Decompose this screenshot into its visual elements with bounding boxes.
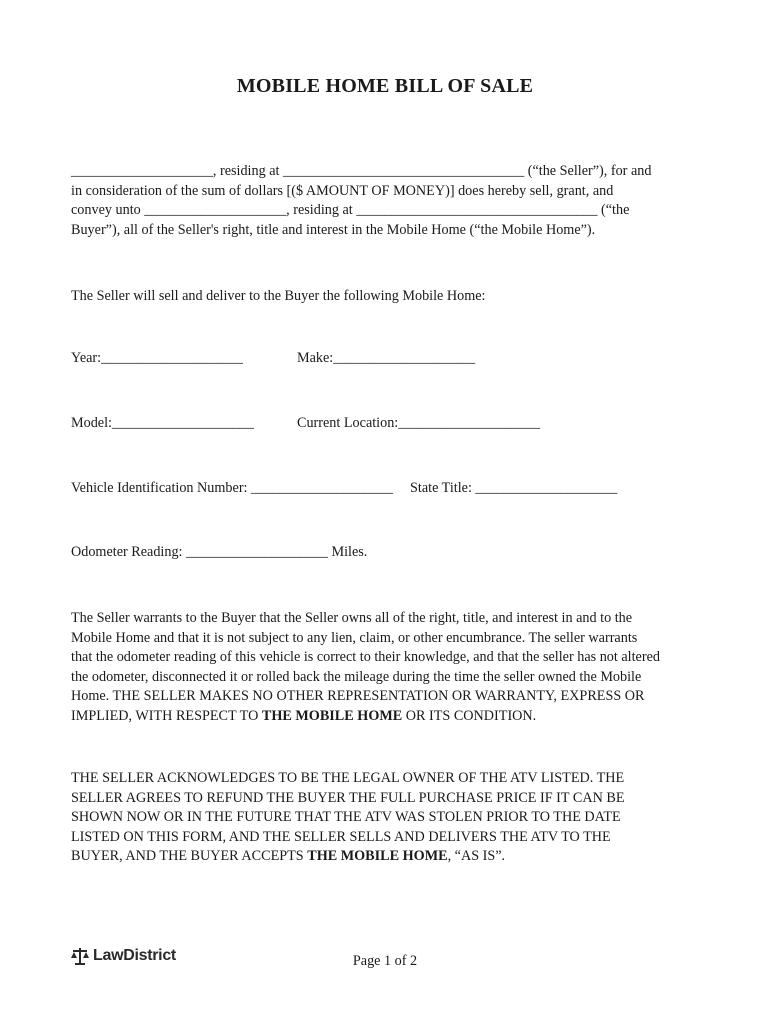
intro-line: in consideration of the sum of dollars [($ AMOUNT OF MONEY)] does hereby sell, grant, and [71,182,614,199]
intro-line: convey unto ____________________, residing at __________________________________ (“the [71,202,630,218]
odometer-field[interactable]: Odometer Reading: ____________________ Miles. [71,544,368,560]
intro-line: ____________________, residing at __________________________________ (“the Seller”), for and [71,163,652,179]
state-title-field[interactable]: State Title: ____________________ [410,480,618,496]
acknowledgement-last-prefix: BUYER, AND THE BUYER ACCEPTS [71,848,308,864]
make-field[interactable]: Make:____________________ [297,350,476,366]
document-title: MOBILE HOME BILL OF SALE [236,75,534,97]
intro-paragraph [71,162,701,240]
warranty-last-suffix: OR ITS CONDITION. [402,707,537,724]
acknowledgement-line: SHOWN NOW OR IN THE FUTURE THAT THE ATV WAS STOLEN PRIOR TO THE DATE [71,809,621,825]
warranty-line: Home. THE SELLER MAKES NO OTHER REPRESENTATION OR WARRANTY, EXPRESS OR [71,688,645,704]
warranty-last-prefix: IMPLIED, WITH RESPECT TO [71,707,262,724]
warranty-last-line [71,707,701,727]
warranty-line: The Seller warrants to the Buyer that the Seller owns all of the right, title, and interest in and to the [71,610,633,626]
acknowledgement-bold-term: THE MOBILE HOME [307,848,448,864]
warranty-paragraph [71,609,701,726]
page-number: Page 1 of 2 [352,953,418,969]
warranty-line: Mobile Home and that it is not subject to any lien, claim, or other encumbrance. The seller warrants [71,629,638,646]
deliver-statement: The Seller will sell and deliver to the Buyer the following Mobile Home: [71,288,486,304]
acknowledgement-paragraph [71,769,701,867]
current-location-field[interactable]: Current Location:____________________ [297,415,541,431]
vin-field[interactable]: Vehicle Identification Number: ____________________ [71,480,393,496]
logo-text: LawDistrict [93,947,176,964]
intro-line: Buyer”), all of the Seller's right, title and interest in the Mobile Home (“the Mobile Home”). [71,221,596,238]
warranty-bold-term: THE MOBILE HOME [261,707,403,724]
acknowledgement-last-line [71,847,701,867]
acknowledgement-last-suffix: , “AS IS”. [447,848,506,864]
acknowledgement-line: SELLER AGREES TO REFUND THE BUYER THE FULL PURCHASE PRICE IF IT CAN BE [71,789,625,806]
model-field[interactable]: Model:____________________ [71,415,254,431]
warranty-line: the odometer, disconnected it or rolled back the mileage during the time the seller owned the Mobile [71,668,642,685]
warranty-line: that the odometer reading of this vehicle is correct to their knowledge, and that the seller has not altered [71,649,660,665]
year-field[interactable]: Year:____________________ [71,350,243,366]
acknowledgement-line: THE SELLER ACKNOWLEDGES TO BE THE LEGAL OWNER OF THE ATV LISTED. THE [71,770,625,786]
acknowledgement-line: LISTED ON THIS FORM, AND THE SELLER SELLS AND DELIVERS THE ATV TO THE [71,828,611,845]
